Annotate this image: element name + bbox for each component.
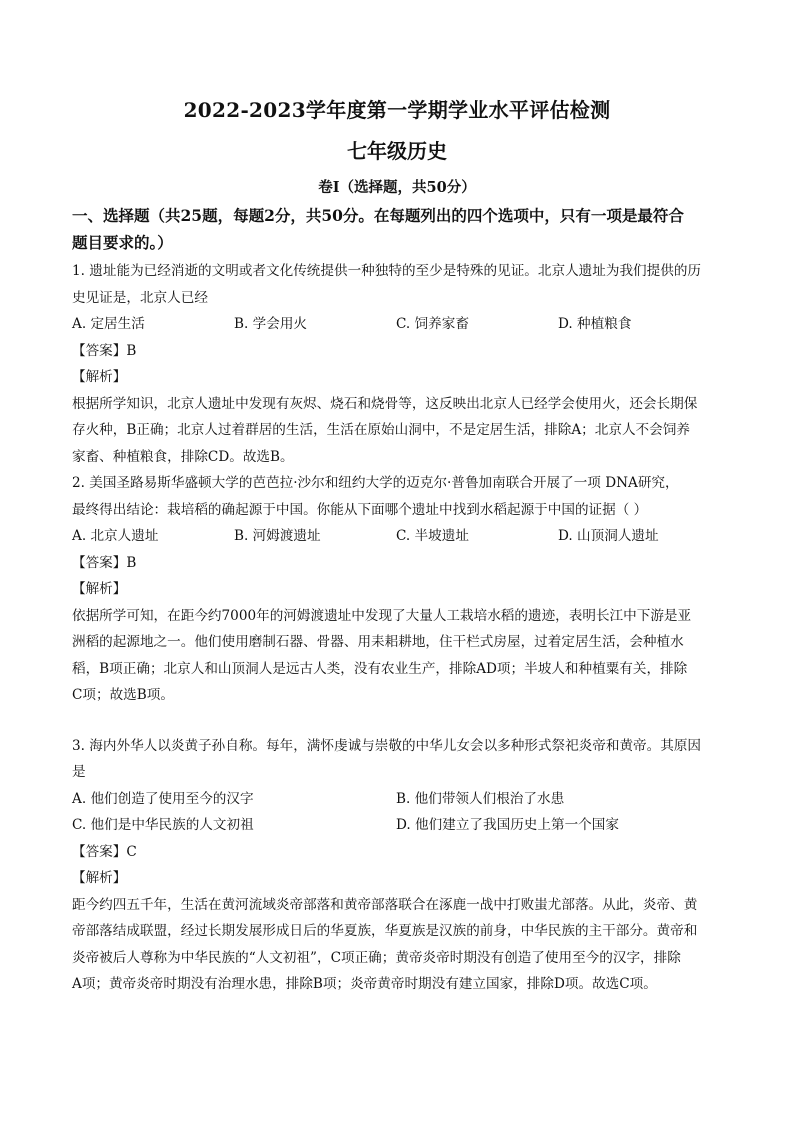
analysis-line: 炎帝被后人尊称为中华民族的“人文初祖”，C项正确；黄帝炎帝时期没有创造了使用至今的汉字，排除	[72, 949, 681, 966]
answer-tag: 【答案】C	[72, 843, 137, 860]
question-stem-line: 2. 美国圣路易斯华盛顿大学的芭芭拉·沙尔和纽约大学的迈克尔·普鲁加南联合开展了一项 DNA研究，	[72, 475, 679, 491]
option-d: D. 种植粮食	[558, 316, 632, 332]
option-b: B. 学会用火	[234, 316, 308, 332]
options-grid	[72, 786, 722, 839]
exam-subtitle: 七年级历史	[347, 139, 447, 163]
analysis-line: 依据所学可知，在距今约7000年的河姆渡遗址中发现了大量人工栽培水稻的遗迹，表明长江中下游是亚	[72, 607, 692, 624]
question-2	[72, 470, 722, 709]
option-c: C. 他们是中华民族的人文初祖	[72, 817, 254, 833]
options-row	[72, 523, 722, 550]
analysis-line: 洲稻的起源地之一。他们使用磨制石器、骨器、用耒耜耕地，住干栏式房屋，过着定居生活，会种植水	[72, 634, 684, 650]
analysis-line: 家畜、种植粮食，排除CD。故选B。	[72, 448, 294, 465]
analysis-line: 稻，B项正确；北京人和山顶洞人是远古人类，没有农业生产，排除AD项；半坡人和种植粟有关，排除	[72, 660, 688, 677]
question-stem-line: 3. 海内外华人以炎黄子孙自称。每年，满怀虔诚与崇敬的中华儿女会以多种形式祭祀炎帝和黄帝。其原因	[72, 737, 702, 754]
analysis-line: 帝部落结成联盟，经过长期发展形成日后的华夏族，华夏族是汉族的前身，中华民族的主干部分。黄帝和	[72, 923, 698, 939]
option-b: B. 他们带领人们根治了水患	[396, 790, 565, 807]
option-a: A. 他们创造了使用至今的汉字	[72, 790, 254, 807]
analysis-line: C项；故选B项。	[72, 687, 174, 703]
option-c: C. 半坡遗址	[396, 528, 469, 544]
answer-tag: 【答案】B	[72, 342, 137, 359]
analysis-line: 距今约四五千年，生活在黄河流域炎帝部落和黄帝部落联合在涿鹿一战中打败蚩尤部落。从此，炎帝、黄	[72, 896, 698, 913]
question-1	[72, 258, 722, 470]
option-b: B. 河姆渡遗址	[234, 528, 321, 544]
analysis-tag: 【解析】	[72, 870, 127, 886]
section-heading-line-1: 一、选择题（共25题，每题2分，共50分。在每题列出的四个选项中，只有一项是最符合	[72, 206, 684, 225]
spacer	[72, 709, 722, 733]
question-3	[72, 733, 722, 998]
analysis-tag: 【解析】	[72, 369, 127, 385]
question-stem-line: 1. 遗址能为已经消逝的文明或者文化传统提供一种独特的至少是特殊的见证。北京人遗址为我们提供的历	[72, 263, 702, 279]
option-c: C. 饲养家畜	[396, 316, 469, 332]
exam-title: 2022-2023学年度第一学期学业水平评估检测	[183, 98, 611, 122]
option-d: D. 他们建立了我国历史上第一个国家	[396, 817, 619, 833]
question-stem-line: 最终得出结论：栽培稻的确起源于中国。你能从下面哪个遗址中找到水稻起源于中国的证据（ ）	[72, 501, 648, 518]
question-stem-line: 史见证是，北京人已经	[72, 289, 208, 306]
analysis-line: 根据所学知识，北京人遗址中发现有灰烬、烧石和烧骨等，这反映出北京人已经学会使用火，还会长期保	[72, 395, 698, 412]
option-a: A. 定居生活	[72, 316, 145, 332]
options-row	[72, 311, 722, 338]
analysis-line: A项；黄帝炎帝时期没有治理水患，排除B项；炎帝黄帝时期没有建立国家，排除D项。故选C项。	[72, 976, 657, 992]
paper-part-heading: 卷Ⅰ（选择题，共50分）	[318, 179, 476, 196]
question-stem-line: 是	[72, 764, 86, 780]
section-heading-line-2: 题目要求的。）	[72, 233, 173, 252]
option-a: A. 北京人遗址	[72, 528, 159, 544]
option-d: D. 山顶洞人遗址	[558, 528, 659, 544]
analysis-line: 存火种，B正确；北京人过着群居的生活，生活在原始山洞中，不是定居生活，排除A；北京人不会饲养	[72, 422, 690, 438]
section-heading	[72, 202, 722, 256]
answer-tag: 【答案】B	[72, 554, 137, 571]
analysis-tag: 【解析】	[72, 581, 127, 597]
